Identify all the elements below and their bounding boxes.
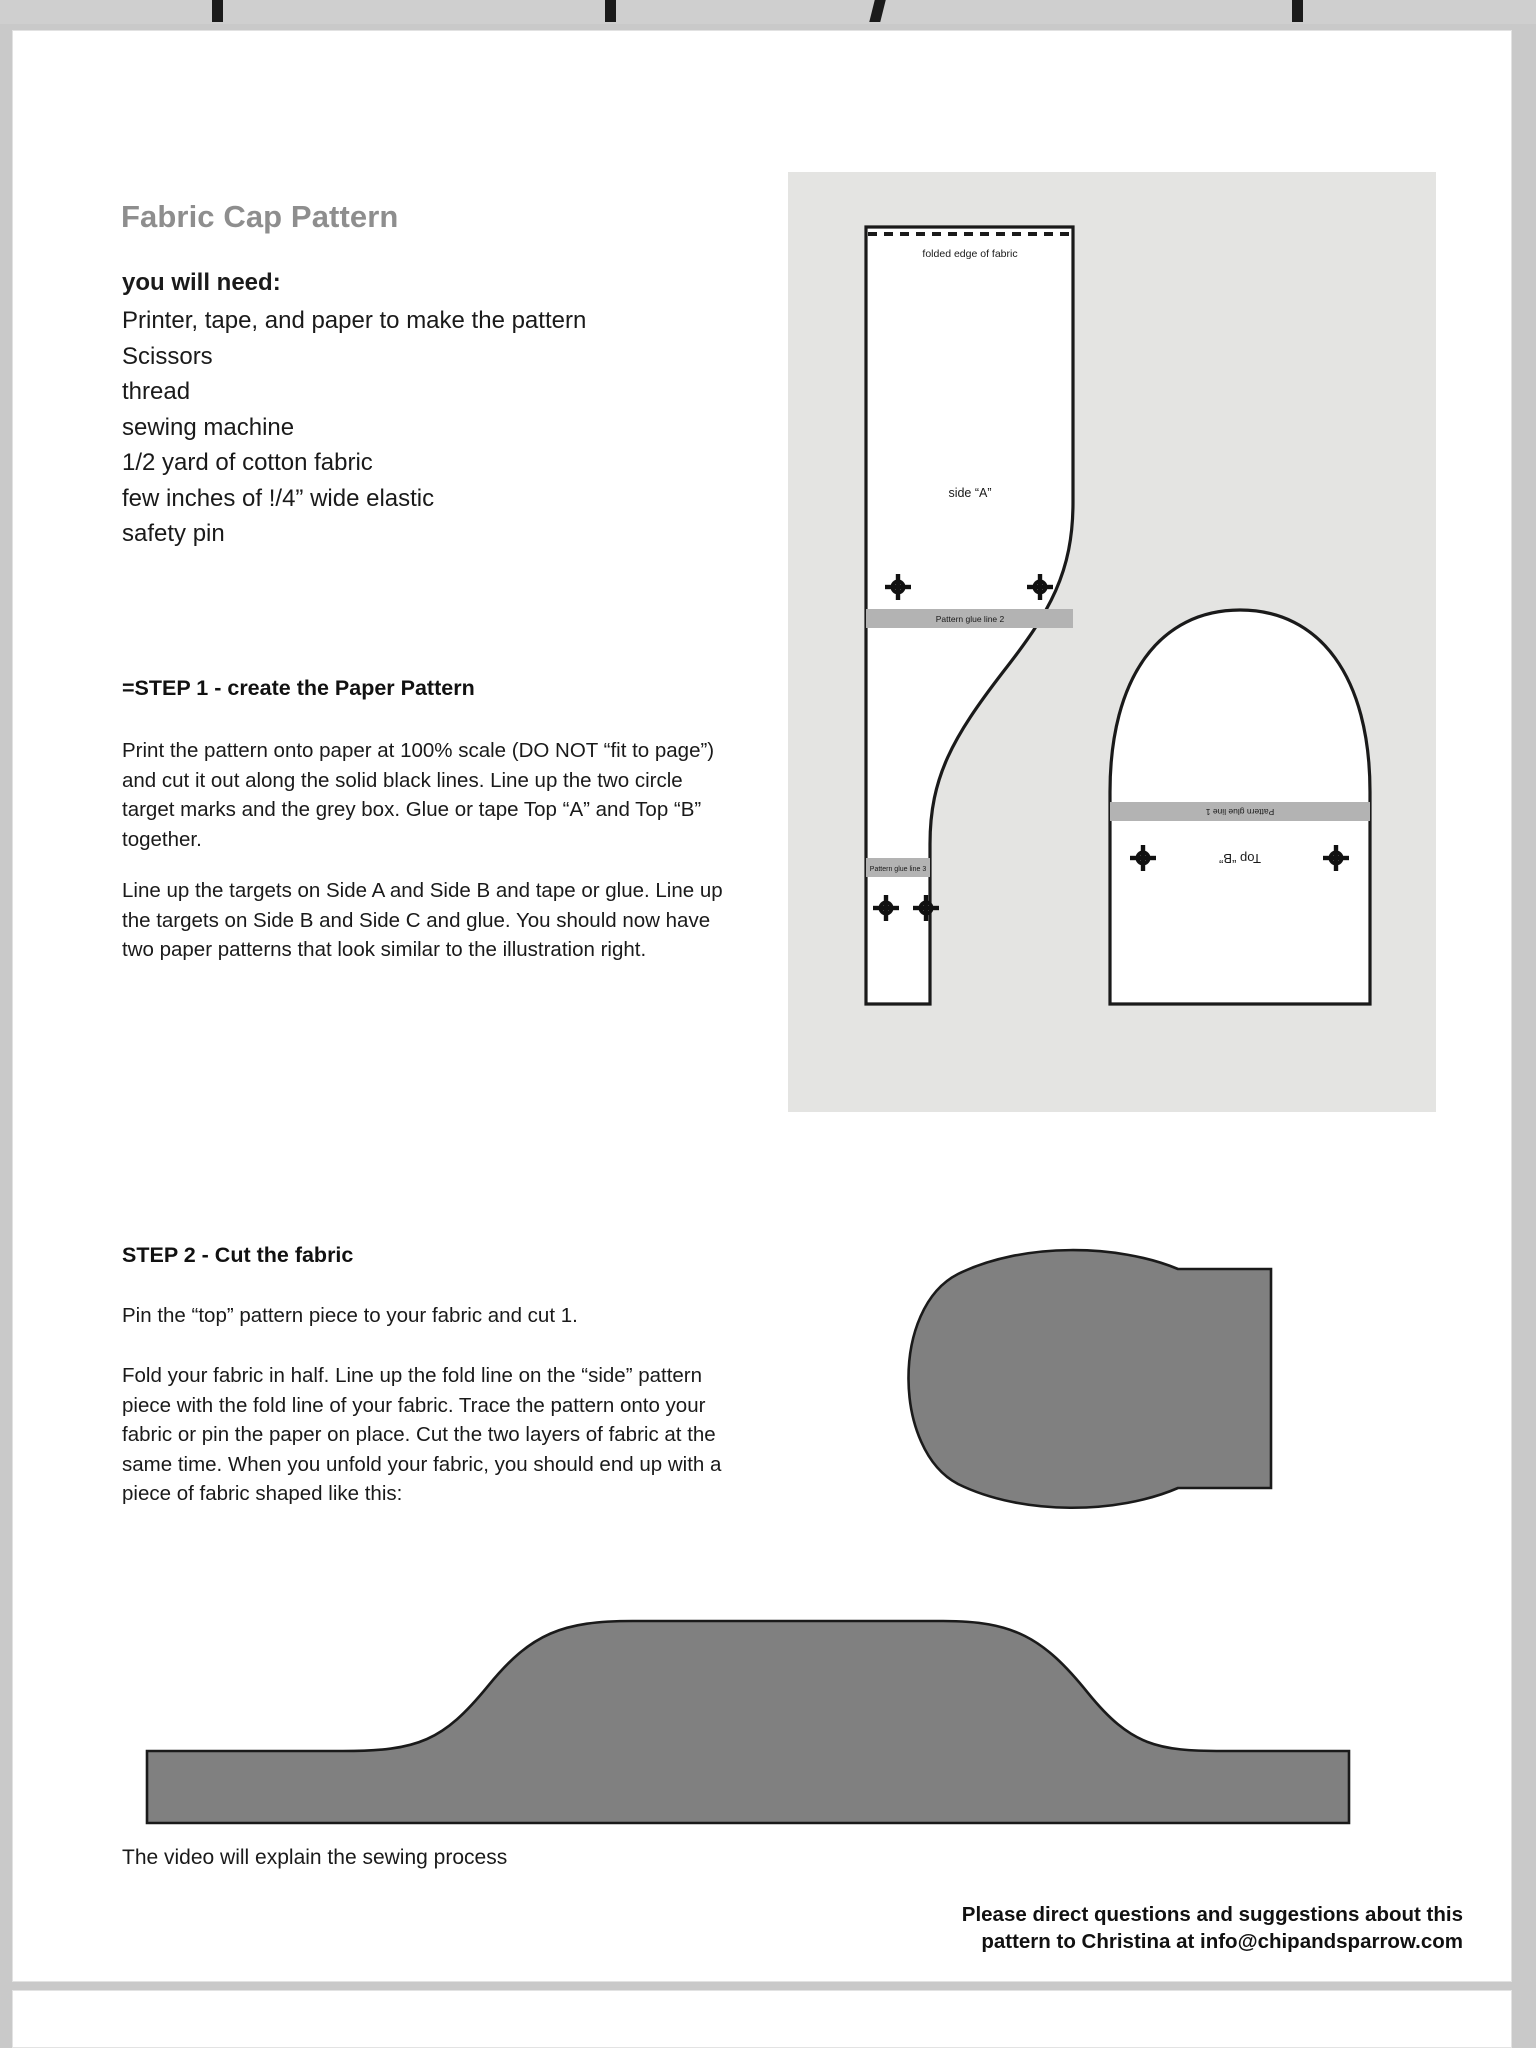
- step1-heading: =STEP 1 - create the Paper Pattern: [122, 676, 475, 700]
- list-item: sewing machine: [122, 413, 295, 441]
- top-piece-silhouette: [908, 1250, 1271, 1508]
- side-a-label: side “A”: [948, 486, 992, 500]
- video-note: The video will explain the sewing process: [122, 1846, 508, 1869]
- top-b-label: Top “B”: [1219, 851, 1261, 866]
- step1-paragraph-2: Line up the targets on Side A and Side B and tape or glue. Line up the targets on Side B and Side C and glue. You should now have two paper patterns that look similar to the illustration right.: [122, 879, 723, 961]
- materials-heading: you will need:: [122, 269, 281, 296]
- side-piece-silhouette: [147, 1621, 1349, 1823]
- glue-line-3-label: Pattern glue line 3: [869, 866, 927, 873]
- footer-line-2: pattern to Christina at info@chipandsparrow.com: [981, 1930, 1463, 1953]
- pattern-illustration: [788, 172, 1436, 1112]
- glue-line-1-label: Pattern glue line 1: [1205, 807, 1275, 817]
- step2-paragraph-1: Pin the “top” pattern piece to your fabric and cut 1.: [122, 1304, 578, 1327]
- list-item: Printer, tape, and paper to make the pattern: [122, 307, 587, 334]
- step1-paragraph-1: Print the pattern onto paper at 100% scale (DO NOT “fit to page”) and cut it out along the solid black lines. Line up the two circle target marks and the grey box. Glue or tape Top “A” and Top “B” together.: [122, 739, 715, 851]
- page-top-strip: [0, 0, 1536, 24]
- document-page: [12, 30, 1512, 1982]
- list-item: thread: [122, 378, 191, 405]
- page-edge-marker: [605, 0, 616, 22]
- fold-line-label: folded edge of fabric: [922, 248, 1018, 260]
- footer-contact: [713, 1901, 1463, 1955]
- page-edge-marker: [212, 0, 223, 22]
- page-bottom-strip: [12, 1990, 1512, 2048]
- materials-list: [122, 303, 682, 552]
- page-edge-marker: [1292, 0, 1303, 22]
- list-item: few inches of !/4” wide elastic: [122, 484, 435, 512]
- fabric-shape-top: [873, 1236, 1293, 1531]
- list-item: 1/2 yard of cotton fabric: [122, 449, 373, 476]
- page-title: Fabric Cap Pattern: [121, 199, 399, 234]
- list-item: Scissors: [122, 342, 213, 370]
- fabric-shape-side: [143, 1601, 1353, 1846]
- page-edge-marker: [869, 0, 885, 22]
- step2-heading: STEP 2 - Cut the fabric: [122, 1243, 354, 1267]
- footer-line-1: Please direct questions and suggestions about this: [961, 1903, 1463, 1926]
- list-item: safety pin: [122, 520, 225, 547]
- glue-line-2-label: Pattern glue line 2: [935, 614, 1005, 624]
- step2-paragraph-2: Fold your fabric in half. Line up the fold line on the “side” pattern piece with the fold line of your fabric. Trace the pattern onto your fabric or pin the paper on place. Cut the two layers of fabric at the same time. When you unfold your fabric, you should end up with a piece of fabric shaped like this:: [122, 1364, 722, 1505]
